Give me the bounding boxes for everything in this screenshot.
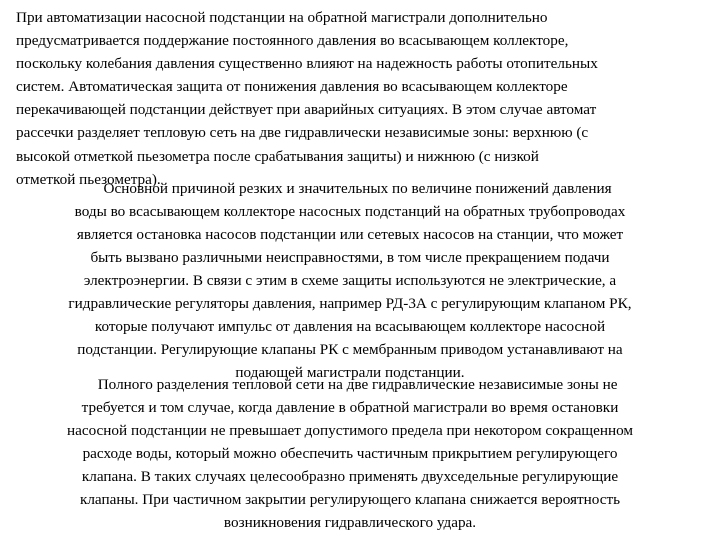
- paragraph-1: [16, 6, 716, 191]
- text-line: воды во всасывающем коллекторе насосных подстанций на обратных трубопроводах: [74, 203, 626, 220]
- text-line: Полного разделения тепловой сети на две гидравлические независимые зоны не: [82, 376, 618, 393]
- text-line: подстанции. Регулирующие клапаны РК с мембранным приводом устанавливают на: [77, 341, 623, 358]
- text-line: клапаны. При частичном закрытии регулирующего клапана снижается вероятность: [79, 491, 621, 508]
- text-line: электроэнергии. В связи с этим в схеме защиты используются не электрические, а: [83, 272, 617, 289]
- text-line: перекачивающей подстанции действует при аварийных ситуациях. В этом случае автомат: [16, 101, 597, 119]
- text-line: При автоматизации насосной подстанции на обратной магистрали дополнительно: [16, 9, 548, 26]
- text-line: клапана. В таких случаях целесообразно применять двухседельные регулирующие: [81, 468, 619, 485]
- text-line: предусматривается поддержание постоянного давления во всасывающем коллекторе,: [16, 32, 569, 50]
- text-line: быть вызвано различными неисправностями, в том числе прекращением подачи: [90, 249, 610, 266]
- paragraph-2: [0, 177, 700, 384]
- paragraph-3: [0, 373, 700, 534]
- text-line: подающей магистрали подстанции.: [235, 364, 465, 381]
- text-line: высокой отметкой пьезометра после срабатывания защиты) и нижнюю (с низкой: [16, 147, 539, 165]
- text-line: является остановка насосов подстанции или сетевых насосов на станции, что может: [76, 226, 624, 243]
- text-line: отметкой пьезометра).: [16, 170, 161, 188]
- text-line: Основной причиной резких и значительных по величине понижений давления: [88, 180, 612, 197]
- text-line: систем. Автоматическая защита от понижения давления во всасывающем коллекторе: [16, 78, 568, 96]
- text-line: расходе воды, который можно обеспечить частичным прикрытием регулирующего: [82, 445, 618, 462]
- text-line: гидравлические регуляторы давления, например РД-3А с регулирующим клапаном РК,: [68, 295, 632, 312]
- text-line: насосной подстанции не превышает допустимого предела при некотором сокращенном: [66, 422, 634, 439]
- text-line: которые получают импульс от давления на всасывающем коллекторе насосной: [94, 318, 606, 335]
- text-line: возникновения гидравлического удара.: [223, 514, 477, 531]
- text-line: поскольку колебания давления существенно влияют на надежность работы отопительных: [16, 55, 598, 73]
- text-line: рассечки разделяет тепловую сеть на две гидравлически независимые зоны: верхнюю (с: [16, 124, 589, 142]
- text-line: требуется и том случае, когда давление в обратной магистрали во время остановки: [81, 399, 619, 416]
